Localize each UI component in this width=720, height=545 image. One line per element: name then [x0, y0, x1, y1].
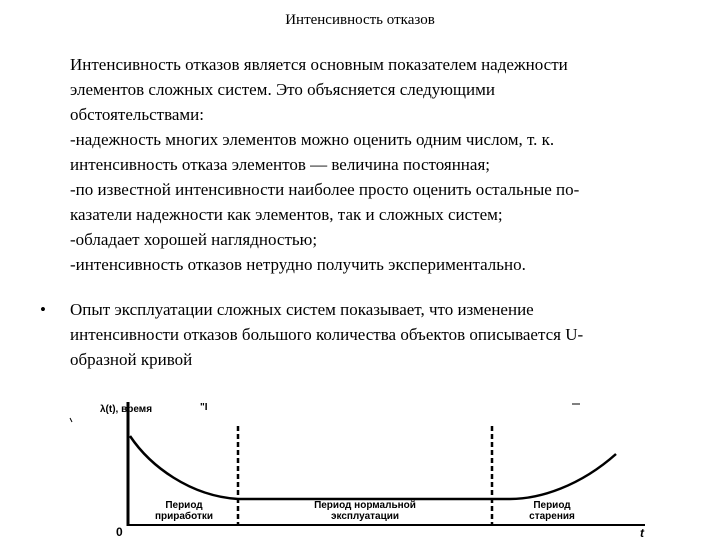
period-label-3-line2: старения — [529, 511, 575, 522]
body-line: -обладает хорошей наглядностью; — [70, 230, 318, 249]
slide-title: Интенсивность отказов — [285, 12, 435, 28]
body-line: казатели надежности как элементов, так и сложных систем; — [70, 205, 503, 224]
y-axis-label: λ(t), время — [100, 404, 153, 415]
origin-label: 0 — [116, 525, 123, 539]
period-label-2-line2: эксплуатации — [330, 511, 400, 522]
bullet-item — [40, 297, 690, 372]
body-line: -интенсивность отказов нетрудно получить экспериментально. — [70, 255, 526, 274]
bullet-line: Опыт эксплуатации сложных систем показывает, что изменение — [70, 300, 534, 319]
bullet-line: образной кривой — [70, 350, 193, 369]
period-label-3-line1: Период — [533, 500, 571, 511]
bullet-icon: • — [40, 300, 46, 319]
period-label-2-line1: Период нормальной — [314, 500, 416, 511]
body-line: -надежность многих элементов можно оценить одним числом, т. к. — [70, 130, 555, 149]
failure-rate-curve — [130, 436, 616, 499]
x-axis-label: t — [640, 526, 644, 540]
body-line: интенсивность отказа элементов — величина постоянная; — [70, 155, 490, 174]
bullet-text — [70, 297, 690, 372]
body-line: Интенсивность отказов является основным показателем надежности — [70, 55, 568, 74]
body-line: элементов сложных систем. Это объясняется следующими — [70, 80, 495, 99]
body-text — [70, 52, 690, 277]
body-line: обстоятельствами: — [70, 105, 205, 124]
body-line: -по известной интенсивности наиболее просто оценить остальные по- — [70, 180, 580, 199]
period-label-1-line1: Период — [165, 500, 203, 511]
period-label-1-line2: приработки — [154, 511, 214, 522]
bullet-line: интенсивности отказов большого количества объектов описывается U- — [70, 325, 584, 344]
y-axis-mark: "I — [200, 402, 208, 413]
left-mark — [70, 418, 72, 422]
u-curve-diagram — [60, 396, 660, 540]
